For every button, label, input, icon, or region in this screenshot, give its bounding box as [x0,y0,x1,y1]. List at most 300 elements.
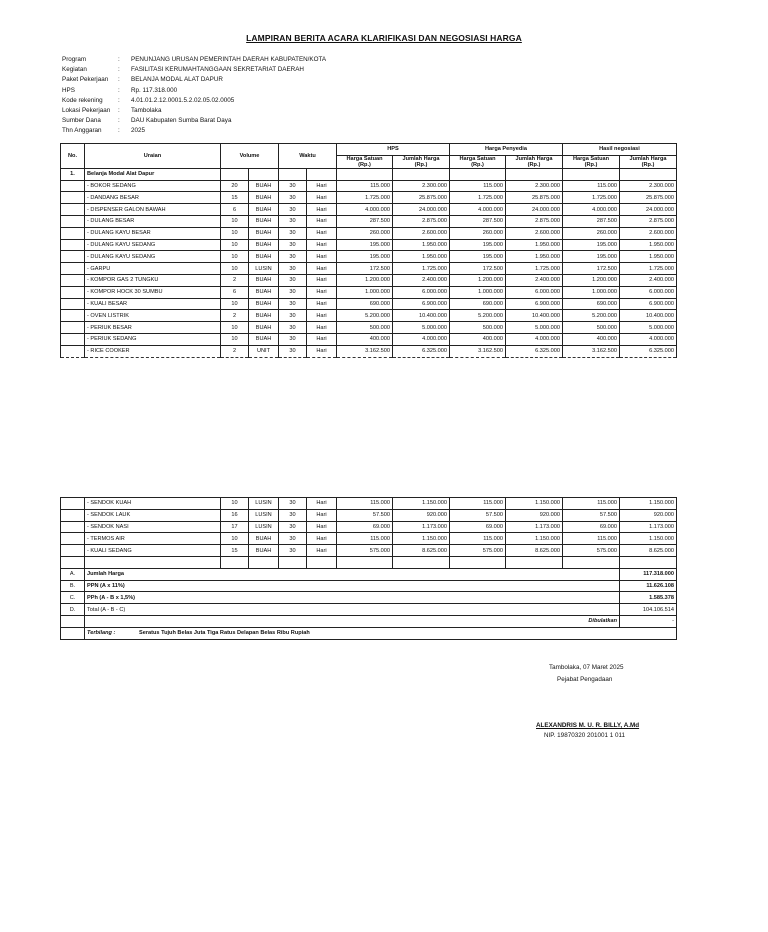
row-no [61,251,85,263]
nego-total-price: 2.400.000 [620,274,677,286]
table-row [61,239,677,251]
nego-unit-price: 57.500 [563,509,620,521]
table-row [61,263,677,275]
header-neg-jumlah: Jumlah Harga (Rp.) [620,155,677,168]
hps-unit-price: 172.500 [337,263,393,275]
table-row [61,286,677,298]
item-days: 30 [279,239,307,251]
nego-total-price: 24.000.000 [620,204,677,216]
item-day-unit: Hari [307,498,337,510]
item-unit: BUAH [249,333,279,345]
vendor-total-price: 8.625.000 [506,545,563,557]
info-row [62,96,326,106]
vendor-unit-price: 260.000 [450,227,506,239]
vendor-total-price: 4.000.000 [506,333,563,345]
item-name: - DISPENSER GALON BAWAH [85,204,221,216]
total-row [61,592,677,604]
hps-total-price: 4.000.000 [393,333,450,345]
item-qty: 16 [221,509,249,521]
row-no [61,509,85,521]
item-day-unit: Hari [307,521,337,533]
hps-total-price: 1.950.000 [393,239,450,251]
item-name: - DANDANG BESAR [85,192,221,204]
item-days: 30 [279,227,307,239]
vendor-unit-price: 195.000 [450,239,506,251]
item-qty: 10 [221,227,249,239]
row-no [61,310,85,322]
header-no: No. [61,144,85,169]
item-days: 30 [279,251,307,263]
item-days: 30 [279,545,307,557]
nego-unit-price: 1.200.000 [563,274,620,286]
info-value: Tambolaka [131,107,162,115]
total-label: Jumlah Harga [85,568,620,580]
table-row [61,180,677,192]
nego-unit-price: 690.000 [563,298,620,310]
info-label: Thn Anggaran [62,127,102,135]
total-row [61,604,677,616]
info-colon: : [118,96,120,104]
item-days: 30 [279,215,307,227]
total-label: Total (A - B - C) [85,604,620,616]
vendor-total-price: 25.875.000 [506,192,563,204]
vendor-unit-price: 1.725.000 [450,192,506,204]
item-day-unit: Hari [307,509,337,521]
nego-unit-price: 115.000 [563,533,620,545]
signer-nip: NIP. 19870320 201001 1 011 [544,732,626,739]
item-name: - PERIUK SEDANG [85,333,221,345]
hps-unit-price: 260.000 [337,227,393,239]
nego-unit-price: 195.000 [563,239,620,251]
header-hps-jumlah: Jumlah Harga (Rp.) [393,155,450,168]
item-day-unit: Hari [307,263,337,275]
total-value: 11.626.108 [620,580,677,592]
total-value: 104.106.514 [620,604,677,616]
item-qty: 6 [221,286,249,298]
nego-unit-price: 172.500 [563,263,620,275]
vendor-total-price: 1.725.000 [506,263,563,275]
spacer-cell [393,556,450,568]
item-qty: 15 [221,192,249,204]
signer-name: ALEXANDRIS M. U. R. BILLY, A.Md [536,722,640,729]
header-volume: Volume [221,144,279,169]
item-day-unit: Hari [307,345,337,357]
nego-unit-price: 115.000 [563,180,620,192]
row-no [61,533,85,545]
row-no [61,521,85,533]
vendor-unit-price: 3.162.500 [450,345,506,357]
hps-total-price: 1.950.000 [393,251,450,263]
item-qty: 10 [221,498,249,510]
document-title: LAMPIRAN BERITA ACARA KLARIFIKASI DAN NEGOSIASI HARGA [246,33,522,43]
vendor-total-price: 920.000 [506,509,563,521]
vendor-total-price: 5.000.000 [506,322,563,334]
vendor-unit-price: 5.200.000 [450,310,506,322]
row-no [61,227,85,239]
item-qty: 10 [221,263,249,275]
vendor-unit-price: 69.000 [450,521,506,533]
in-words-cell [85,627,677,639]
header-hps-satuan: Harga Satuan (Rp.) [337,155,393,168]
nego-unit-price: 1.725.000 [563,192,620,204]
item-day-unit: Hari [307,545,337,557]
spacer-cell [61,556,85,568]
vendor-unit-price: 1.000.000 [450,286,506,298]
spacer-cell [563,556,620,568]
vendor-total-price: 6.000.000 [506,286,563,298]
info-label: HPS [62,86,75,94]
table-row [61,227,677,239]
table-row [61,192,677,204]
item-qty: 10 [221,215,249,227]
item-day-unit: Hari [307,215,337,227]
vendor-unit-price: 115.000 [450,498,506,510]
vendor-total-price: 2.875.000 [506,215,563,227]
nego-total-price: 5.000.000 [620,322,677,334]
nego-total-price: 1.173.000 [620,521,677,533]
price-table-page-2 [60,497,677,640]
vendor-total-price: 1.950.000 [506,239,563,251]
spacer-row [61,556,677,568]
info-label: Program [62,56,87,63]
total-code: C. [61,592,85,604]
table-row [61,345,677,357]
table-row [61,498,677,510]
vendor-total-price: 1.173.000 [506,521,563,533]
vendor-total-price: 2.600.000 [506,227,563,239]
item-day-unit: Hari [307,239,337,251]
item-day-unit: Hari [307,286,337,298]
hps-unit-price: 1.200.000 [337,274,393,286]
item-unit: LUSIN [249,509,279,521]
hps-unit-price: 1.000.000 [337,286,393,298]
total-label: PPN (A x 11%) [85,580,620,592]
item-day-unit: Hari [307,322,337,334]
nego-unit-price: 500.000 [563,322,620,334]
item-name: - BOKOR SEDANG [85,180,221,192]
item-name: - KUALI SEDANG [85,545,221,557]
hps-total-price: 1.173.000 [393,521,450,533]
info-value: BELANJA MODAL ALAT DAPUR [131,76,223,84]
hps-unit-price: 575.000 [337,545,393,557]
hps-unit-price: 115.000 [337,498,393,510]
row-no [61,239,85,251]
item-day-unit: Hari [307,180,337,192]
info-row [62,116,326,126]
hps-total-price: 25.875.000 [393,192,450,204]
item-days: 30 [279,263,307,275]
item-qty: 2 [221,310,249,322]
hps-total-price: 1.150.000 [393,498,450,510]
hps-total-price: 2.400.000 [393,274,450,286]
item-day-unit: Hari [307,204,337,216]
item-days: 30 [279,274,307,286]
hps-total-price: 1.150.000 [393,533,450,545]
nego-unit-price: 5.200.000 [563,310,620,322]
table-row [61,215,677,227]
item-name: - DULANG KAYU SEDANG [85,239,221,251]
header-hps: HPS [337,144,450,156]
signer-block [536,721,639,741]
row-no [61,274,85,286]
hps-total-price: 24.000.000 [393,204,450,216]
item-day-unit: Hari [307,310,337,322]
item-days: 30 [279,204,307,216]
row-no [61,286,85,298]
row-no [61,333,85,345]
info-row [62,55,326,65]
nego-total-price: 2.600.000 [620,227,677,239]
nego-total-price: 10.400.000 [620,310,677,322]
item-name: - DULANG KAYU SEDANG [85,251,221,263]
nego-total-price: 2.875.000 [620,215,677,227]
in-words-label: Terbilang : [87,630,116,637]
table-row [61,333,677,345]
vendor-unit-price: 690.000 [450,298,506,310]
hps-unit-price: 195.000 [337,251,393,263]
hps-unit-price: 287.500 [337,215,393,227]
header-hasil-negosiasi: Hasil negosiasi [563,144,677,156]
row-no [61,263,85,275]
item-unit: BUAH [249,274,279,286]
vendor-unit-price: 57.500 [450,509,506,521]
hps-unit-price: 115.000 [337,533,393,545]
header-uraian: Uraian [85,144,221,169]
info-colon: : [118,76,120,84]
nego-total-price: 1.150.000 [620,498,677,510]
vendor-unit-price: 4.000.000 [450,204,506,216]
item-unit: BUAH [249,180,279,192]
header-harga-penyedia: Harga Penyedia [450,144,563,156]
info-label: Kegiatan [62,66,87,74]
spacer-cell [307,556,337,568]
item-days: 30 [279,509,307,521]
header-pen-satuan: Harga Satuan (Rp.) [450,155,506,168]
row-no [61,345,85,357]
info-label: Kode rekening [62,96,103,104]
vendor-total-price: 24.000.000 [506,204,563,216]
nego-unit-price: 3.162.500 [563,345,620,357]
item-days: 30 [279,310,307,322]
hps-unit-price: 3.162.500 [337,345,393,357]
in-words-row [61,627,677,639]
item-unit: BUAH [249,204,279,216]
item-day-unit: Hari [307,298,337,310]
nego-unit-price: 1.000.000 [563,286,620,298]
item-unit: BUAH [249,310,279,322]
item-days: 30 [279,521,307,533]
section-row [61,168,677,180]
item-name: - RICE COOKER [85,345,221,357]
vendor-unit-price: 195.000 [450,251,506,263]
table-row [61,204,677,216]
nego-unit-price: 115.000 [563,498,620,510]
item-unit: BUAH [249,545,279,557]
vendor-unit-price: 400.000 [450,333,506,345]
table-row [61,251,677,263]
nego-total-price: 1.950.000 [620,251,677,263]
nego-total-price: 1.950.000 [620,239,677,251]
vendor-unit-price: 287.500 [450,215,506,227]
vendor-unit-price: 172.500 [450,263,506,275]
item-days: 30 [279,322,307,334]
item-unit: BUAH [249,322,279,334]
spacer-cell [249,556,279,568]
item-qty: 10 [221,533,249,545]
item-days: 30 [279,533,307,545]
info-value: PENUNJANG URUSAN PEMERINTAH DAERAH KABUPATEN/KOTA [131,56,327,63]
section-name: Belanja Modal Alat Dapur [85,168,221,180]
spacer-cell [450,556,506,568]
rounded-value: - [620,615,677,627]
item-qty: 10 [221,239,249,251]
item-day-unit: Hari [307,274,337,286]
info-value: FASILITASI KERUMAHTANGGAAN SEKRETARIAT DAERAH [131,66,304,74]
item-day-unit: Hari [307,192,337,204]
vendor-unit-price: 115.000 [450,180,506,192]
hps-total-price: 6.325.000 [393,345,450,357]
vendor-total-price: 2.400.000 [506,274,563,286]
spacer-cell [337,556,393,568]
nego-unit-price: 575.000 [563,545,620,557]
info-value: 2025 [131,127,146,135]
item-unit: BUAH [249,239,279,251]
total-row [61,580,677,592]
item-qty: 17 [221,521,249,533]
hps-unit-price: 500.000 [337,322,393,334]
vendor-total-price: 1.150.000 [506,533,563,545]
item-days: 30 [279,286,307,298]
table-row [61,322,677,334]
item-day-unit: Hari [307,227,337,239]
item-unit: BUAH [249,251,279,263]
item-name: - SENDOK LAUK [85,509,221,521]
nego-total-price: 25.875.000 [620,192,677,204]
item-name: - SENDOK NASI [85,521,221,533]
item-name: - DULANG KAYU BESAR [85,227,221,239]
hps-unit-price: 57.500 [337,509,393,521]
item-qty: 15 [221,545,249,557]
info-label: Lokasi Pekerjaan [62,107,111,115]
spacer-cell [221,556,249,568]
spacer-cell [506,556,563,568]
item-unit: LUSIN [249,263,279,275]
nego-total-price: 4.000.000 [620,333,677,345]
table-row [61,521,677,533]
item-name: - DULANG BESAR [85,215,221,227]
item-days: 30 [279,298,307,310]
total-code: A. [61,568,85,580]
info-value: Rp. 117.318.000 [131,86,178,94]
vendor-total-price: 1.950.000 [506,251,563,263]
total-code: D. [61,604,85,616]
item-name: - OVEN LISTRIK [85,310,221,322]
vendor-total-price: 1.150.000 [506,498,563,510]
hps-unit-price: 5.200.000 [337,310,393,322]
hps-total-price: 2.600.000 [393,227,450,239]
info-row [62,126,326,136]
nego-total-price: 8.625.000 [620,545,677,557]
rounded-label: Dibulatkan [85,615,620,627]
item-unit: BUAH [249,192,279,204]
total-value: 1.585.378 [620,592,677,604]
info-row [62,86,326,96]
row-no [61,322,85,334]
hps-total-price: 6.900.000 [393,298,450,310]
hps-total-price: 6.000.000 [393,286,450,298]
rounded-row [61,615,677,627]
hps-unit-price: 4.000.000 [337,204,393,216]
place-date: Tambolaka, 07 Maret 2025 [549,664,624,671]
item-name: - KUALI BESAR [85,298,221,310]
vendor-total-price: 10.400.000 [506,310,563,322]
nego-unit-price: 195.000 [563,251,620,263]
signer-role: Pejabat Pengadaan [557,676,613,683]
nego-total-price: 6.900.000 [620,298,677,310]
item-name: - KOMPOR GAS 2 TUNGKU [85,274,221,286]
item-name: - KOMPOR HOCK 30 SUMBU [85,286,221,298]
table-row [61,274,677,286]
info-colon: : [118,127,120,135]
info-value: DAU Kabupaten Sumba Barat Daya [131,117,232,125]
item-name: - SENDOK KUAH [85,498,221,510]
project-info [62,55,326,137]
item-unit: BUAH [249,215,279,227]
section-no: 1. [61,168,85,180]
header-neg-satuan: Harga Satuan (Rp.) [563,155,620,168]
info-colon: : [118,117,120,125]
table-row [61,310,677,322]
item-qty: 10 [221,251,249,263]
item-days: 30 [279,192,307,204]
nego-unit-price: 400.000 [563,333,620,345]
hps-total-price: 10.400.000 [393,310,450,322]
header-waktu: Waktu [279,144,337,169]
item-name: - PERIUK BESAR [85,322,221,334]
item-name: - GARPU [85,263,221,275]
item-unit: LUSIN [249,498,279,510]
spacer-cell [620,556,677,568]
row-no [61,298,85,310]
item-qty: 10 [221,298,249,310]
nego-total-price: 6.325.000 [620,345,677,357]
total-code: B. [61,580,85,592]
hps-unit-price: 115.000 [337,180,393,192]
hps-total-price: 2.300.000 [393,180,450,192]
row-no [61,545,85,557]
vendor-unit-price: 115.000 [450,533,506,545]
item-unit: BUAH [249,298,279,310]
nego-total-price: 6.000.000 [620,286,677,298]
rounded-blank [61,615,85,627]
item-qty: 6 [221,204,249,216]
item-days: 30 [279,333,307,345]
item-day-unit: Hari [307,533,337,545]
item-qty: 20 [221,180,249,192]
info-label: Sumber Dana [62,117,101,125]
hps-total-price: 8.625.000 [393,545,450,557]
item-qty: 2 [221,274,249,286]
in-words-value: Seratus Tujuh Belas Juta Tiga Ratus Delapan Belas Ribu Rupiah [139,630,310,637]
item-qty: 10 [221,322,249,334]
nego-unit-price: 69.000 [563,521,620,533]
spacer-cell [85,556,221,568]
vendor-unit-price: 1.200.000 [450,274,506,286]
nego-unit-price: 4.000.000 [563,204,620,216]
item-unit: UNIT [249,345,279,357]
spacer-cell [279,556,307,568]
table-row [61,509,677,521]
